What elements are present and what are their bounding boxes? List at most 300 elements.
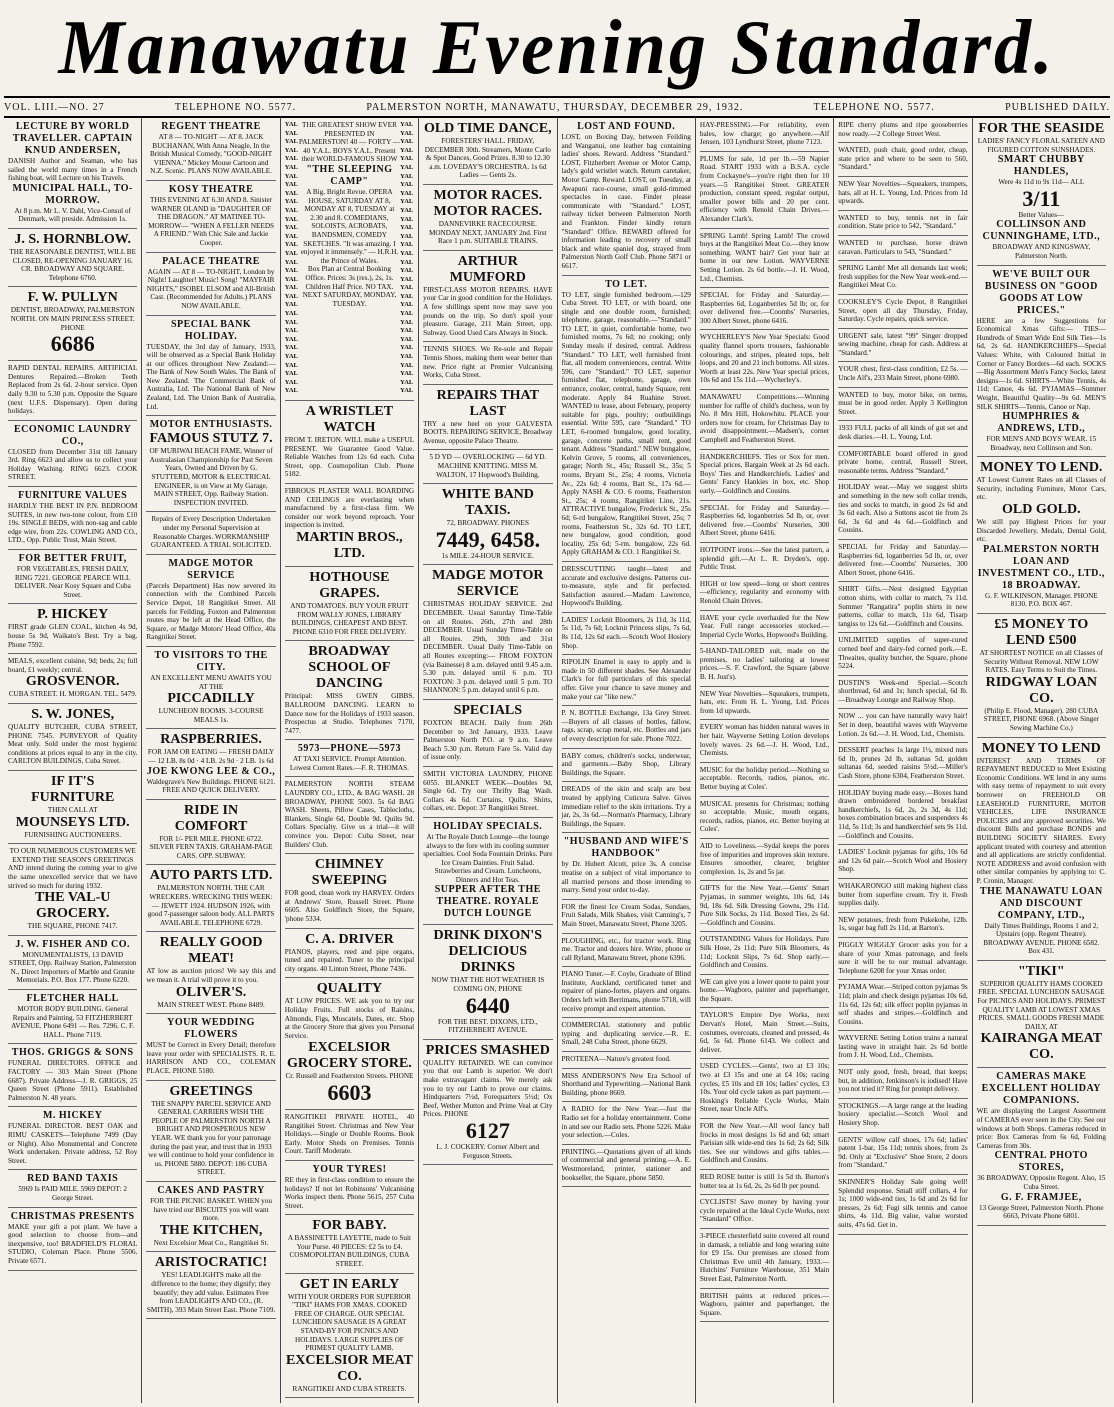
ad-ride-in-comfort	[146, 800, 275, 866]
ad-text: SPRING Lamb! Spring Lamb! The crowd buys at the Rangitikei Meat Co.—they know something. WANT hair? Get your hair at home in our new Lotion. WAYVERNE Setting Lotion. 2s 6d bottle.—J. H. Wood, Ltd., Chemists.	[699, 231, 830, 283]
ad-subheading: SMART CHUBBY HANDLES,	[997, 154, 1085, 178]
ad-text: AT TAXI SERVICE. Prompt Attention. Lowest Current Rates.—F. R. THOMAS.	[289, 755, 409, 772]
ad-text: P. N. BOTTLE Exchange, 13a Grey Street.—Buyers of all classes of bottles, fallow, rags, scrap, scrap metal, etc. Bottles and jars of every description for sale. Phone 7022.	[561, 709, 691, 743]
ad-text: TENNIS SHOES. We Re-sole and Repair Tennis Shoes, making them wear better than new. Price right at Premier Vulcanising Works, Cuba Street.	[423, 345, 553, 380]
ad-heading: QUALITY	[316, 981, 383, 997]
classified	[562, 967, 691, 1018]
ad-heading: CHRISTMAS PRESENTS	[10, 1210, 135, 1222]
ad-heading: YOUR WEDDING FLOWERS	[167, 1017, 255, 1041]
ad-your-tyres	[285, 1161, 414, 1215]
classified	[700, 797, 829, 839]
ad-text: FOR the finest Ice Cream Sodas, Sundaes, Fruit Salads, Milk Shakes, visit Canning's, 7 Main Street, Manawatu Street, Phone 3205.	[561, 902, 691, 928]
ad-text: RAPID DENTAL REPAIRS. ARTIFICIAL Dentures Repaired.—Broken Teeth Replaced from 2s 6d. 2-hour service. Open daily 9.30 to 5.30 p.m. Opposite the Square (next U.F.S. Dispensary). Open during holidays.	[8, 364, 138, 416]
classified	[562, 1069, 691, 1103]
ad-heading: J. W. FISHER AND CO.	[15, 938, 131, 950]
section-heading: LOST AND FOUND.	[577, 121, 676, 132]
ad-christmas-presents	[8, 1208, 137, 1271]
ad-wristlet-watch	[285, 401, 414, 484]
ad-text: THE REASONABLE DENTIST, WILL BE CLOSED, RE-OPENING JANUARY 16. CR. BROADWAY AND SQUARE. Telephone 6760.	[9, 247, 136, 282]
ad-mounseys	[8, 771, 137, 844]
classified	[700, 288, 829, 330]
column-4	[419, 118, 557, 1403]
ad-text: FIRST grade GLEN COAL, kitchen 4s 9d, house 5s 9d, Waikato's Best. Try a bag. Phone 7592.	[8, 623, 138, 649]
ad-footer: RANGITIKEI AND CUBA STREETS.	[292, 1384, 407, 1393]
ad-owner: G. F. FRAMJEE,	[1000, 1191, 1082, 1203]
ad-text: FIBROUS PLASTER WALL BOARDING AND CEILINGS are everlasting when manufactured by a first-class firm. We consider our work beyond reproach. Your inspection is invited.	[284, 486, 415, 530]
ad-text: EVERY woman has hidden natural waves in her hair. Wayverne Setting Lotion develops lovely waves. 2s 6d.—J. H. Wood, Ltd., Chemists.	[699, 723, 830, 758]
ad-heading: £5 MONEY TO LEND £500	[994, 617, 1089, 649]
ad-text: MAKE your gift a pot plant. We have a good selection to choose from—and inexpensive, too! BRADFIELD'S FLORAL STUDIO, Coleman Place. Phone 5506. Private 6571.	[8, 1222, 138, 1265]
ad-driver-pianos	[285, 929, 414, 979]
ad-text: SHIRT Gifts.—Nest designed Egyptian cotton shirts, with collar to match, 7s 11d. Summer "Rangatira" poplin shirts in new patterns, collar to match, 11s 6d, Tisarp tangiss to 12s 6d.—Goldfinch and Cousins.	[838, 585, 968, 628]
ad-text: AID to Loveliness.—Sydal keeps the pores free of impurities and improves skin texture. Ensures smoother, clearer, brighter complexion. 1s, 2s and 5s jar.	[699, 841, 830, 876]
classified	[700, 1229, 829, 1289]
ad-text: OF MURIWAI BEACH FAME, Winner of Australasian Championship for Past Seven Years, Owned and Driven by G. STUTTERD, MOTOR & ELECTRICAL ENGINEER, is on View at My Garage, MAIN STREET, Opp. Railway Station. INSPECTION INVITED.	[149, 447, 273, 507]
ad-text: FIRST-CLASS MOTOR REPAIRS. HAVE your Car in good condition for the Holidays. A few shillings spent now may save you pounds on the trip. So don't spoil your pleasure. Garage, 211 Main Street, opp. Subway. Good Used Cars Always in Stock.	[423, 285, 553, 337]
masthead-title: Manawatu Evening Standard.	[58, 4, 1056, 92]
ad-text: 5 D YD — OVERLOCKING — 6d YD. MACHINE KNITTING. MISS M. WALTON, 17 Hopwood's Building.	[429, 453, 547, 479]
ad-griggs	[8, 1044, 137, 1107]
column-5	[558, 118, 696, 1403]
classified	[838, 118, 967, 143]
ad-footer: Waldegrave's New Buildings. PHONE 6121. FREE AND QUICK DELIVERY.	[146, 777, 276, 795]
columns	[4, 118, 1110, 1403]
ad-text: SPRING Lamb! Met all demands last week; fresh supplies for the New Year week-end.—Rangitikei Meat Co.	[838, 264, 968, 290]
ad-text: THIS EVENING AT 6.30 AND 8. Sinister WARNER OLAND in "DAUGHTER OF THE DRAGON." AT MATINEE TO-MORROW— "WHEN A FELLER NEEDS A FRIEND." With Chic Sale and Jackie Cooper.	[148, 195, 275, 247]
ad-heading: MONEY TO LEND	[981, 740, 1101, 756]
ad-text: 1933 FULL packs of all kinds of gut set and desk diaries.—H. L. Young, Ltd.	[838, 424, 968, 442]
ad-text: NEW Year Novelties—Squeakers, trumpets, hats, etc. From H. L. Young, Ltd. Prices from 1d upwards.	[699, 689, 830, 715]
ad-holiday-specials	[423, 818, 552, 926]
classified	[700, 152, 829, 229]
ad-text: THE SNAPPY PARCEL SERVICE AND GENERAL CARRIERS WISH THE PEOPLE OF PALMERSTON NORTH A BRIGHT AND PROSPEROUS NEW YEAR. WE thank you for your patronage during the past year, and trust that in 1933 we will continue to hold your confidence in us. PHONE 5880. DEPOT: 186 CUBA STREET.	[148, 1099, 274, 1177]
ad-good-meat	[146, 932, 275, 1014]
classified	[838, 211, 967, 236]
ad-heading: IF IT'S FURNITURE	[31, 773, 115, 805]
ad-footer: MAIN STREET WEST. Phone 8489.	[157, 1000, 265, 1009]
ad-heading: OLD TIME DANCE,	[423, 121, 552, 136]
classified	[700, 1195, 829, 1229]
ad-name: OLIVER'S.	[175, 984, 247, 1000]
classified	[562, 655, 691, 706]
lost-and-found	[562, 118, 691, 276]
ad-kosy-theatre	[146, 181, 275, 253]
ad-white-band-taxis	[423, 484, 552, 565]
ad-footer: BROADWAY AND KINGSWAY, Palmerston North.	[992, 243, 1091, 260]
classified	[838, 709, 967, 743]
ad-text: MUSIC for the holiday period.—Nothing so acceptable. Records, radios, pianos, etc. Better buying at Coles'.	[699, 765, 830, 791]
ad-heading: REGENT THEATRE	[161, 121, 261, 132]
to-let	[562, 276, 691, 562]
ad-name: CENTRAL PHOTO STORES,	[994, 1150, 1088, 1174]
classified	[700, 881, 829, 932]
section-text: LOST, on Boxing Day, between Feilding and Wanganui, one leather bag containing ladies' shoes. Reward. Address "Standard." LOST, Fitzherbert Avenue or Motor Camp, lady's gold wristlet watch. Return caretaker, Motor Camp. Reward. LOST, on Tuesday, at Awapuni race-course, small gold-rimmed spectacles in case. Finder please communicate with "Standard." LOST, railway ticket between Palmerston North and Frankton. Finder kindly return "Standard" Office. REWARD offered for information leading to recovery of small black and white spaniel dog, strayed from Palmerston North Golf Club. Phone 5871 or 6617.	[561, 133, 691, 270]
ad-text: TAYLOR'S Empire Dye Works, next Dervan's Hotel, Main Street.—Suits, costumes, overcoats, cleaned and pressed, 4s 6d, 5s 6d. Phone 6143. We collect and deliver.	[699, 1011, 830, 1054]
ad-heading: THE VAL-U GROCERY.	[35, 890, 111, 922]
ad-text: MANAWATU Competitions.—Winning number for raffle of child's duchess, won by No. 8 Mrs Hill, Hokowhitu. PLACE your orders now for cream, for Christmas Day to avoid disappointment.—Madsen's, corner Campbell and Featherston Street.	[699, 393, 830, 444]
ad-text: YOUR chest, first-class condition, £2 5s. —Uncle Alf's, 233 Main Street, phone 6980.	[838, 365, 968, 383]
ad-heading: GET IN EARLY	[299, 1276, 400, 1292]
ad-fletcher-hall	[8, 990, 137, 1044]
ad-name: HUMPHRIES & ANDREWS, LTD.,	[997, 411, 1086, 435]
classified	[838, 261, 967, 295]
classified	[838, 1175, 967, 1235]
ad-footer: THE SQUARE, PHONE 7417.	[27, 922, 118, 931]
classified	[700, 720, 829, 762]
ad-heading: M. HICKEY	[42, 1110, 103, 1122]
ad-footer: L. J. COCKERY. Corner Albert and Ferguson Streets.	[436, 1143, 540, 1160]
ad-heading: PALACE THEATRE	[162, 255, 260, 267]
ad-greetings	[146, 1081, 275, 1182]
classified-handbook	[562, 833, 691, 899]
ad-text: SPECIAL for Friday and Saturday.—Raspberries 6d, loganberries 5d lb, or, over delivered free.—Coombs' Nurseries, 300 Albert Street, phone 6416.	[838, 542, 968, 577]
classified	[700, 1059, 829, 1119]
ad-phone: 6686	[50, 331, 95, 357]
classified	[700, 839, 829, 881]
ad-raspberries	[146, 729, 275, 799]
ad-cameras	[977, 1068, 1106, 1225]
ad-heading: GREETINGS	[169, 1083, 253, 1099]
ad-text: HIGH or low speed—long or short centres—efficiency, regularity and economy with Renold Chain Drives.	[699, 579, 830, 605]
ad-text: UNLIMITED supplies of super-cured corned beef and dairy-fed corned pork.—E. Thwaites, quality butcher, the Square, phone 5224.	[838, 636, 968, 671]
ad-body: Were 4s 11d to 9s 11d— ALL	[998, 178, 1085, 187]
ad-humphries-andrews	[977, 266, 1106, 458]
ad-excelsior-grocery	[285, 978, 414, 1110]
ad-text: DANISH Author and Seaman, who has sailed the world many times in a French fishing boat, will Lecture on his Travels.	[8, 157, 138, 183]
ad-text: A RADIO for the New Year.—Just the Radio set for a holiday entertainment. Come in and see our Radio sets. Phone 5226. Make your selection.—Coles.	[561, 1105, 691, 1140]
ad-text: QUALITY RETAINED. WE can convince you that our Lamb is superior. We don't make extravagant claims. We merely ask you to try our Lamb to prove our claims. Hindquarters 7½d, Forequarters 5½d; Ox Beef, Wether Mutton and Prime Veal at City Prices. PHONE	[423, 1058, 553, 1119]
ad-text: WYCHERLEY'S New Year Specials: Good quality flannel sports trousers, fashionable colourings, and stripes, pleated tops, belt loops, and 20 and 21 inch bottoms. All sizes. Worth at least 22s. New Year special prices, 10s 6d and 15s 11d.—Wycherley's.	[699, 333, 830, 385]
yal-border-left: YAL YAL YAL YAL YAL YAL YAL YAL YAL YAL YAL YAL YAL YAL YAL YAL YAL YAL YAL YAL YAL YAL YAL YAL YAL YAL YAL YAL YAL YAL YAL YAL	[284, 121, 298, 395]
ad-heading: MARTIN BROS., LTD.	[296, 529, 403, 561]
classified	[838, 913, 967, 938]
ad-heading: REPAIRS THAT LAST	[436, 387, 539, 419]
ad-money-to-lend	[977, 457, 1106, 614]
ad-rangitikei-hotel	[285, 1110, 414, 1161]
ad-body: A Big, Bright Revue. OPERA HOUSE, SATURDAY AT 8, MONDAY AT 8, TUESDAY at 2.30 and 8. COMEDIANS, SOLOISTS, ACROBATS, BANDSMEN, COMEDY SKETCHES. "It was amazing. I enjoyed it immensely." — H.R.H. the Prince of Wales.	[300, 187, 399, 265]
ad-name: PALMERSTON NORTH LOAN AND INVESTMENT CO., LTD., 18 BROADWAY.	[977, 543, 1105, 591]
ad-name: THE MANAWATU LOAN AND DISCOUNT COMPANY, LTD.,	[979, 885, 1103, 921]
ad-text: RIPE cherry plums and ripe gooseberries now ready.—2 College Street West.	[838, 121, 968, 138]
ad-text: HOLIDAY buying made easy.—Boxes hand drawn embroidered bordered breakfast handkerchiefs, 1s 6d, 2s, 2s 3d, 4s 11d; boxes combination braces and suspenders 4s 11d, 5s 11d; 3s and handkerchief sets 9s 11d.—Goldfinch and Cousins.	[838, 788, 968, 840]
ad-heading: SPECIAL BANK HOLIDAY.	[170, 318, 252, 342]
ad-heading: FLETCHER HALL	[26, 993, 119, 1005]
ad-text: SUPERIOR QUALITY HAMS COOKED FREE. SPECIAL LUNCHEON SAUSAGE For PICNICS AND HOLIDAYS. PRIMEST QUALITY LAMB AT LOWEST XMAS PRICES. SMALL GOODS FRESH MADE DAILY, AT	[977, 979, 1106, 1031]
ad-text: AGAIN — AT 8 — TO-NIGHT, London by Night! Laughter! Music! Song! "MAYFAIR NIGHTS," ISOBEL ELSOM and All-British Cast. (Recommended for Adults.) PLANS NOW AVAILABLE.	[146, 267, 276, 310]
ad-pullyn	[8, 287, 137, 361]
ad-text: CYCLISTS! Save money by having your cycle repaired at the Ideal Cycle Works, next "Standard" Office.	[699, 1198, 830, 1224]
ad-text: SPECIAL for Friday and Saturday.—Raspberries 6d, loganberries 5d lb, or, over delivered free.—Coombs' Nurseries, 300 Albert Street, phone 6416.	[699, 503, 830, 538]
classified	[700, 644, 829, 686]
ad-heading: "THE SLEEPING CAMP"	[306, 163, 393, 187]
ad-text: COMMERCIAL stationery and public typing and duplicating service.—R. E. Small, 248 Cuba Street, phone 6629.	[561, 1021, 691, 1047]
ad-fibrous-plaster	[285, 484, 414, 567]
ad-text: 72, BROADWAY. PHONES	[446, 519, 529, 528]
ad-steam-laundry	[285, 777, 414, 854]
ad-grosvenor	[8, 654, 137, 704]
ad-phone: 7449, 6458.	[435, 526, 541, 552]
ad-heading: RASPBERRIES.	[160, 732, 262, 748]
ad-text: DREADS of the skin and scalp are best treated by applying Cuticura Salve. Gives immediate relief to the skin irritations. Try a jar, 2s, 3s 6d.—Norman's Pharmacy, Library Buildings, the Square.	[561, 785, 691, 828]
ad-text: HANDKERCHIEFS. Ties or Sox for men. Special prices, Bargain Week at 2s 6d each. Boys' Ties and Handkerchiefs. Ladies' and Gents' Fancy Hankies in box, etc. Shop early.—Goldfinch and Cousins.	[699, 452, 830, 495]
ad-arthur-mumford	[423, 251, 552, 343]
ad-heading: KOSY THEATRE	[168, 183, 254, 195]
classified	[838, 362, 967, 387]
telephone-left: TELEPHONE NO. 5577.	[174, 101, 297, 113]
ad-text: SMITH VICTORIA LAUNDRY, PHONE 6055. BLANKET WEEK—Doubles 9d, Single 6d. Try our Thrifty Bag Wash. Collars 4s 6d. Curtains, Quilts. Shirts, collars, etc. Depot: 37 Rangitikei Street.	[423, 769, 553, 813]
ad-name: PICCADILLY	[167, 691, 255, 707]
ad-text: AT 8 — TO-NIGHT — AT 8. JACK BUCHANAN, With Anna Neagle, In the British Musical Comedy, "GOOD-NIGHT VIENNA." Mickey Mouse Cartoon and N.Z. Scenic. PLANS NOW AVAILABLE.	[149, 133, 273, 176]
ad-laundry	[8, 421, 137, 487]
ad-name: RIDGWAY LOAN CO.	[985, 674, 1097, 706]
ad-heading: FURNITURE VALUES	[18, 490, 128, 502]
ad-text: TUESDAY, the 3rd day of January, 1933, will be observed as a Special Bank Holiday at our offices throughout New Zealand:— The Bank of New South Wales. The Bank of New Zealand. The Commercial Bank of Australia, Ltd. The National Bank of New Zealand, Ltd. The Union Bank of Australia, Ltd.	[146, 342, 276, 411]
section-text: TO LET, single furnished bedroom.—129 Cuba Street. TO LET, or with board, one single and one double room, furnished; telephone, garage, reasonable.—"Standard." TO LET, in quiet, comfortable home, two furnished rooms, 7s 6d; no cooking; only Sunday meals if desired, central. Address "Standard." TO LET, well furnished front flat, all modern conveniences, central. Write 596, care "Standard." TO LET, superior furnished flat, telephone, garage, own entrance, cooker, central, handy Square, rent moderate. Apply 84 Ruahine Street. WANTED to lease, about February, property suitable for pigs, poultry; outbuildings essential. Write 595, care "Standard." TO LET, 6-roomed bungalow, good locality, garage, concrete paths, small rent, good tenant. Address "Standard." NEW bungalow, Kelvin Grove, 5 rooms, all conveniences, garage; North St., 45s; Russell St., 35s; 5 rooms, Bryant St., 25s; 4 rooms, Victoria Av., 22s 6d; 4 rooms, Batt St., 17s 6d.— Apply NASH & CO. 6 rooms, Featherston St., 25s; 4 rooms, Rangitikei Line, 21s. ATTRACTIVE bungalow, Frederick St., 25s 6d; 6-rd bungalow, Rangitikei Street, 25s; 7 rooms, Featherston St., 32s 6d. TO LET, new bungalow, good condition, good locality, 25s 6d; 5-rm. bungalow, 22s 6d. Apply GRAHAM & CO. 1 Rangitikei St.	[561, 290, 691, 557]
ad-wedding-flowers	[146, 1014, 275, 1080]
ad-madge-holiday	[423, 565, 552, 700]
ad-text: PYJAMA Wear.—Striped cotton pyjamas 9s 11d; plain and check design pyjamas 10s 6d, 11s 6d, 12s 6d; silk effect poplin pyjamas in self shades and stripes.—Goldfinch and Cousins.	[838, 983, 968, 1026]
ad-footer: Cr. Russell and Featherston Streets. PHONE	[285, 1072, 414, 1081]
ad-name: JOE KWONG LEE & CO.,	[146, 765, 276, 777]
ad-text: HOLIDAY wear.—May we suggest shirts and something in the new soft collar trends, ties and socks to match, in good 2s 6d and 3s 6d each. Also a Suttons ascot tie from 2s 6d, 3s 6d and 4s 6d.—Goldfinch and Cousins.	[838, 483, 968, 535]
ad-madge-parcels	[146, 555, 275, 647]
ad-text: DUSTIN'S Week-end Special.—Scotch shortbread, 6d and 1s; lunch special, 6d lb.—Broadway Lounge and Railway Shop.	[838, 678, 968, 704]
classified	[838, 1031, 967, 1065]
classified	[700, 450, 829, 501]
ad-bank-holiday	[146, 316, 275, 417]
ad-tiki-hams	[977, 961, 1106, 1069]
classified	[838, 480, 967, 540]
ad-text: AN EXCELLENT MENU AWAITS YOU AT THE	[150, 673, 272, 691]
classified	[838, 1099, 967, 1133]
classified	[562, 749, 691, 783]
ad-overlocking	[423, 450, 552, 484]
ad-name: COLLINSON AND CUNNINGHAME, LTD.,	[982, 219, 1101, 243]
ad-footer: FOR THE BEST. DIXONS, LTD., FITZHERBERT AVENUE.	[437, 1017, 538, 1035]
ad-footer: 1s MILE. 24-HOUR SERVICE.	[441, 551, 534, 560]
classified	[838, 388, 967, 422]
ad-text: WANTED to buy, motor bike, on terms, must be in good order. Apply 3 Kellington Street.	[838, 390, 968, 416]
ad-phone: 6603	[327, 1079, 372, 1105]
classified	[838, 540, 967, 582]
ad-text: RIPOLIN Enamel is easy to apply and is made in 50 different shades. See Alexander Clark's for full particulars of this special offer. Give your chance to save money and make your car "like new."	[561, 658, 691, 701]
ad-heading: 5973—PHONE—5973	[297, 743, 401, 755]
ad-text: NOT only good, fresh, bread, that keeps; but, in addition, Jenkinson's is iodised! Have you not tried it? Ring for prompt delivery.	[838, 1068, 968, 1094]
ad-heading: DRINK DIXON'S DELICIOUS DRINKS	[433, 928, 543, 976]
ad-text: WANTED to purchase, horse drawn caravan. Particulars to 543, "Standard."	[838, 238, 968, 256]
ad-heading: J. S. HORNBLOW.	[14, 231, 131, 247]
ad-heading: PRICES SMASHED	[425, 1042, 550, 1058]
ad-body: We still pay Highest Prices for your Discarded Jewellery, Medals, Dental Gold, etc.	[976, 518, 1106, 544]
ad-repairs	[146, 512, 275, 554]
classified	[700, 543, 829, 577]
place-date: PALMERSTON NORTH, MANAWATU, THURSDAY, DECEMBER 29, 1932.	[366, 101, 744, 113]
ad-text: AT LOW PRICES. WE ask you to try our Holiday Fruits. Full stocks of Raisins, Almonds, Figs, Muscatels, Dates, etc. Shop at the Grocery Store that gives you Personal Service.	[284, 997, 415, 1040]
ad-text: RE they in first-class condition to ensure the holidays? If not let Robinsons' Vulcanising Works inspect them. Phone 5615, 257 Cuba Street.	[284, 1175, 415, 1210]
ad-heading: FOR THE SEASIDE	[978, 121, 1105, 136]
ad-heading: LECTURE BY WORLD TRAVELLER. CAPTAIN KNUD ANDERSEN,	[12, 121, 133, 156]
ad-footer: CUBA STREET. H. MORGAN. TEL. 5479.	[8, 690, 137, 699]
classified	[700, 118, 829, 152]
ad-hothouse-grapes	[285, 567, 414, 641]
classified	[562, 1145, 691, 1187]
ad-footer: Daily Times Buildings, Rooms 1 and 2, Upstairs (opp. Regent Theatre). BROADWAY AVENUE. PHONE 6582. Box 431.	[983, 921, 1100, 956]
ad-text: RANGITIKEI PRIVATE HOTEL, 40 Rangitikei Street. Christmas and New Year Holidays.—Single or Double Rooms. Book Early. Motor Sheds on Premises. Tennis Court. Tariff Moderate.	[284, 1112, 415, 1156]
ad-tennis-shoes	[423, 342, 552, 384]
ad-text: SPECIAL for Friday and Saturday.—Raspberries 6d, Loganberries 5d lb; or, for over delivered free.—Coombs' Nurseries, 300 Albert Street, phone 6416.	[699, 291, 830, 325]
ad-text: CHRISTMAS HOLIDAY SERVICE. 2nd DECEMBER. Usual Saturday Time-Table on all Routes. 26th, 27th and 28th DECEMBER. Usual Sunday Time-Table on all Routes. 29th, 30th and 31st DECEMBER. Usual Daily Time-Table on all Routes excepting:— FROM FOXTON (via Bainesse) 8 a.m. delayed until 9.45 a.m. 5.30 p.m. delayed until 6 p.m. TO FOXTON: 3 p.m. delayed until 5 p.m. TO SHANNON: 5 p.m. delayed until 6 p.m.	[423, 600, 553, 695]
ad-text: LADIES' FANCY FLORAL SATEEN AND FIGURED COTTON SUNSHADES.	[977, 137, 1105, 154]
ad-text: INTEREST AND TERMS OF REPAYMENT REDUCED to Meet Existing Economic Conditions. WE lend in any sums with easy terms of repayment to suit every borrower on FREEHOLD OR LEASEHOLD FURNITURE, MOTOR VEHICLES, LIFE INSURANCE POLICIES and any approved securities. We discount Bills and purchase BONDS and BUILDING SOCIETY SHARES. Every applicant treated with courtesy and attention and all applications are strictly confidential. NOTE ADDRESS and avoid confusion with other similar companies by applying to: C. P. Cronin, Manager.	[976, 756, 1106, 885]
ad-text: USED CYCLES.—Gents', two at £3 10s; two at £3 15s and one at £4 10s; racing cycles, £5 10s and £8 10s; ladies' cycles, £3 10s. Your old cycle taken as part payment.—Hosking's Reliable Cycle Works, Main Street, near Uncle Alf's.	[699, 1062, 830, 1114]
ad-text: FOR JAM OR EATING — FRESH DAILY — 12 LB. 8s 0d · 4 LB. 2s 9d · 2 LB. 1s 6d	[147, 748, 275, 765]
classified	[700, 932, 829, 974]
ad-heading: ARTHUR MUMFORD	[449, 253, 526, 285]
ad-heading: FOR BABY.	[312, 1218, 387, 1234]
ad-heading: MADGE MOTOR SERVICE	[432, 568, 544, 600]
ad-heading: HOTHOUSE GRAPES.	[309, 569, 390, 601]
classified	[700, 1289, 829, 1323]
ad-heading: MOTOR RACES. MOTOR RACES.	[433, 187, 543, 219]
column-8	[973, 118, 1110, 1403]
ad-text: MEALS, excellent cuisine, 9d; beds, 2s; full board, £1 weekly; central.	[8, 657, 138, 674]
ad-dental-repairs	[8, 361, 137, 421]
column-1	[4, 118, 142, 1403]
ad-text: BABY comes, children's socks, underwear, and garments.—Baby Shop, Library Buildings, the Square.	[561, 751, 691, 777]
classified	[838, 676, 967, 710]
ad-text: WANTED to buy, tennis net in fair condition. State price to 542, "Standard."	[838, 213, 968, 231]
ad-auto-parts	[146, 865, 275, 932]
ad-text: LADIES' Locknit pyjamas for gifts, 10s 6d and 12s 6d pair.—Scotch Wool and Hosiery Shop.	[838, 848, 968, 874]
ad-footer: Box Plan at Central Booking Office. Prices: 3s (res.), 2s, 1s. Children Half Price. NO TAX. NEXT SATURDAY, MONDAY, TUESDAY.	[302, 265, 397, 308]
ad-text: THE GREATEST SHOW EVER PRESENTED IN PALMERSTON! 40 — FORTY — 40 Y.A.L. BOYS Y.A.L. Present their WORLD-FAMOUS SHOW	[298, 121, 400, 164]
classified	[838, 1065, 967, 1099]
ad-text: GENTS' willow calf shoes, 17s 6d; ladies' patent 1-bar, 15s 11d; tennis shoes, from 2s 9d. Only at "Exclusive" Shoe Store, 2 doors from "Standard."	[838, 1135, 968, 1170]
section-heading: TO LET.	[605, 278, 648, 290]
ad-text: THEN CALL AT	[47, 805, 98, 814]
ad-text: 5-HAND-TAILORED suit, made on the premises, no ladies' tailoring at lowest prices.—S. F. Crawford, the Square (above B. H. Just's).	[699, 647, 830, 682]
classified	[838, 143, 967, 177]
ad-hickey-funeral	[8, 1107, 137, 1170]
classified	[700, 1008, 829, 1059]
ad-manawatu-loan	[977, 738, 1106, 961]
ad-text: HERE are a few Suggestions for Economical Xmas Gifts:— TIES—Hundreds of Smart Wide End Silk Ties—1s 6d, 2s 6d. HANDKERCHIEFS—Special Values: White, with Coloured Initial in Corner or Fancy Borders—6d each. SOCKS—Big Assortment Men's Fancy Socks, latest designs—1s 6d. SHIRTS—White Tennis, 4s 11d; Canoe, 4s 6d. PYJAMAS—Summer Weight, Beautiful Quality—9s 6d. MEN'S SILK SHIRTS—Tennis, Canoe or Nap.	[976, 316, 1106, 411]
ad-fruit	[8, 550, 137, 604]
ad-text: DENTIST, BROADWAY, PALMERSTON NORTH. ON MAIN PRINCESS STREET. PHONE	[10, 306, 135, 332]
ad-motor-enthusiasts	[146, 416, 275, 512]
column-6	[696, 118, 834, 1403]
ad-text: URGENT sale, latest "99" Singer dropped sewing machine, cheap for cash. Address at "Standard."	[838, 331, 968, 357]
ad-heading: S. W. JONES,	[31, 706, 115, 722]
ad-text: FROM T. IRETON. WILL make a USEFUL PRESENT. We Guarantee Good Value. Reliable Watches from 12s 6d each. Cuba Street, opp. Cosmopolitan Club. Phone 5182.	[284, 436, 415, 479]
ad-heading: MOTOR ENTHUSIASTS.	[149, 419, 273, 431]
ad-text: PLOUGHING, etc., for tractor work. Ring me. Tractor and dozers hire. Write, phone or call Ryland, Manawatu Street, phone 6396.	[561, 936, 691, 962]
ad-subheading: OLD GOLD.	[1002, 502, 1081, 518]
ad-body: AND intend during the coming year to give the same unexcelled service that we have strived so much for during 1932.	[8, 864, 138, 890]
classified	[838, 980, 967, 1031]
classified	[838, 879, 967, 913]
ad-text: FUNERAL DIRECTOR. BEST OAK and RIMU CASKETS—Telephone 7499 (Day or Night). Also Monumental and Concrete Work undertaken. Private address, 52 Roy Street.	[8, 1122, 138, 1165]
ad-text: WITH YOUR ORDERS FOR SUPERIOR "TIKI" HAMS FOR XMAS. COOKED FREE OF CHARGE. OUR SPECIAL LUNCHEON SAUSAGE IS A GREAT STAND-BY FOR PICNICS AND HOLIDAYS. LARGE SUPPLIES OF PRIMEST QUALITY LAMB.	[287, 1292, 411, 1353]
classified	[838, 845, 967, 879]
ad-piccadilly	[146, 647, 275, 729]
ad-old-time-dance	[423, 118, 552, 185]
ad-text: PALMERSTON NORTH. THE CAR WRECKERS. WRECKING THIS WEEK:— JEWETT 1924. HUDSON 1926, with good 7-passenger saloon body. ALL PARTS AVAILABLE. TELEPHONE 6729.	[147, 884, 275, 927]
ad-text: NEW Year Novelties—Squeakers, trumpets, hats, all at H. L. Young, Ltd. Prices from 1d upwards.	[838, 179, 968, 206]
ad-text: WHAKARONGO still making highest class butter from superfine cream. Try it. Fresh supplies daily.	[838, 881, 968, 908]
ad-lecture	[8, 118, 137, 229]
ad-text: AT Lowest Current Rates on all Classes of Security, including Furniture, Motor Cars, etc.	[976, 476, 1106, 502]
ad-footer: Next Excelsior Meat Co., Rangitikei St.	[153, 1238, 269, 1247]
ad-text: GIFTS for the New Year.—Gents' Smart Pyjamas, in summer weights, 10s 6d, 14s 9d, 18s 6d. Silk Dressing Gowns, 29s 11d. Pure Silk Socks, 2s 11d. Boxed Ties, 2s 6d.—Goldfinch and Cousins.	[699, 884, 830, 927]
ad-heading: REALLY GOOD MEAT!	[159, 935, 263, 967]
classified	[562, 1102, 691, 1144]
ad-text: MOTOR BODY BUILDING. General Repairs and Painting. 53 FITZHERBERT AVENUE. Phone 6491 — Res. 7296. C. F. HALL. Phone 7119.	[11, 1005, 135, 1039]
ad-valu-grocery	[8, 844, 137, 936]
ad-heading: CAKES AND PASTRY	[157, 1184, 265, 1196]
volume-number: VOL. LIII.—NO. 27	[4, 101, 105, 113]
ad-footer: FOR MEN'S AND BOYS' WEAR. 15 Broadway, next Collinson and Son.	[986, 435, 1097, 452]
ad-text: 3-PIECE chesterfield suite covered all round in damask, a reliable and long wearing suite for £9 15s. Our premises are closed from Christmas Eve until 4th January, 1933.—Hutchins' Furniture Warehouse, 351 Main Street East, Palmerston North.	[699, 1231, 830, 1283]
ad-text: AND TOMATOES. BUY YOUR FRUIT FROM WALLY JONES, LIBRARY BUILDINGS, CHEAPEST AND BEST. PHONE 6310 FOR FREE DELIVERY.	[290, 601, 409, 636]
ad-text: FOR 1/- PER MILE. PHONE 6722. SILVER FERN TAXIS. GRAHAM-PAGE CARS. OPP. SUBWAY.	[149, 834, 273, 860]
classified	[700, 975, 829, 1009]
classified	[562, 900, 691, 934]
ad-heading: ARISTOCRATIC!	[154, 1255, 268, 1271]
classified	[838, 1133, 967, 1175]
ad-text: PIGGLY WIGGLY Grocer asks you for a share of your Xmas patronage, and feels sure it will be to our mutual advantage. Telephone 6208 for your Xmas order.	[838, 940, 968, 975]
telephone-right: TELEPHONE NO. 5577.	[813, 101, 935, 113]
ad-palace-theatre	[146, 253, 275, 316]
classified	[838, 177, 967, 211]
ad-text: PROTEENA—Nature's greatest food.	[561, 1055, 671, 1064]
column-2	[142, 118, 280, 1403]
ad-text: HAY-PRESSING.—For reliability, even bales, low charge; go anywhere.—Alf Jensen, 103 Lyndhurst Street, phone 7123.	[699, 121, 830, 147]
ad-text: PRINTING.—Quotations given of all kinds of commercial and general printing.—A. E. Westmoreland, printer, stationer and bookseller, the Square, phone 5850.	[561, 1147, 691, 1182]
ad-text: FOR THE PICNIC BASKET. WHEN you have tried our BISCUITS you will want more.	[150, 1196, 272, 1223]
ad-specials-foxton	[423, 700, 552, 767]
ad-footer: FURNISHING AUCTIONEERS.	[24, 830, 121, 839]
ad-text: COOKSLEY'S Cycle Depot, 8 Rangitikei Street, open all day Thursday, Friday, Saturday. Cycle repairs, quick service.	[838, 297, 968, 324]
ad-text: A BASSINETTE LAYETTE, made to Suit Your Purse. 40 PIECES: £2 5s to £4. COSMOPOLITAN BUILDINGS, CUBA STREET.	[287, 1234, 411, 1269]
ad-text: CLOSED from December 31st till January 3rd. Ring 6623 and allow us to collect your Holiday Washing. RING 6623. COOK STREET.	[8, 447, 138, 482]
dateline	[4, 96, 1110, 118]
ad-aristocratic	[146, 1252, 275, 1319]
classified	[562, 934, 691, 968]
ad-seaside-sunshades	[977, 118, 1106, 266]
ad-footer: G. F. WILKINSON, Manager. PHONE 8130. P.O. BOX 467.	[984, 591, 1098, 609]
ad-dancing-school	[285, 641, 414, 740]
ad-text: TO OUR NUMEROUS CUSTOMERS WE EXTEND THE SEASON'S GREETINGS	[9, 847, 136, 864]
ad-text: PLUMS for sale, 1d per lb.—59 Napier Road. START 1933 with a B.S.A. cycle from Cockayne's—you're right then for 10 years.—5 Rangitikei Street. GREATER production, constant speed, regular output, smaller power bills and 20 per cent. efficiency with Renold Chain Drives.—Alexander Clark's.	[699, 154, 830, 223]
ad-fisher	[8, 936, 137, 990]
ad-red-band-taxis	[8, 1170, 137, 1207]
ad-text: MISS ANDERSON'S New Era School of Shorthand and Typewriting.—National Bank Building, phone 8669.	[561, 1071, 691, 1097]
ad-heading: ECONOMIC LAUNDRY CO.,	[14, 423, 132, 447]
classified	[562, 706, 691, 748]
ad-ridgway-loan	[977, 614, 1106, 738]
ad-text: LADIES' Locknit Bloomers, 2s 11d, 3s 11d, 5s 11d, 7s 6d; Locknit Princess slips, 7s 6d, 8s 11d, 12s 6d each.—Scotch Wool Hosiery Shop.	[561, 615, 691, 650]
ad-footer: LUNCHEON ROOMS. 3-COURSE MEALS 1s.	[158, 707, 264, 724]
classified	[838, 329, 967, 363]
ad-heading: C. A. DRIVER	[305, 931, 394, 947]
ad-heading: "TIKI"	[1017, 963, 1065, 979]
ad-text: HOTPOINT irons.—See the latest pattern, a splendid gift.—At L. R. Dryden's, opp. Public Trust.	[699, 545, 830, 572]
ad-excelsior-meat	[285, 1274, 414, 1399]
ad-footer: At 8 p.m. Mr L. V. Dahl, Vice-Consul of Denmark, will preside. Admission 1s.	[14, 206, 131, 224]
ad-heading: WHITE BAND TAXIS.	[441, 487, 534, 519]
ad-heading: WE'VE BUILT OUR BUSINESS ON "GOOD GOODS AT LOW PRICES."	[984, 268, 1098, 316]
